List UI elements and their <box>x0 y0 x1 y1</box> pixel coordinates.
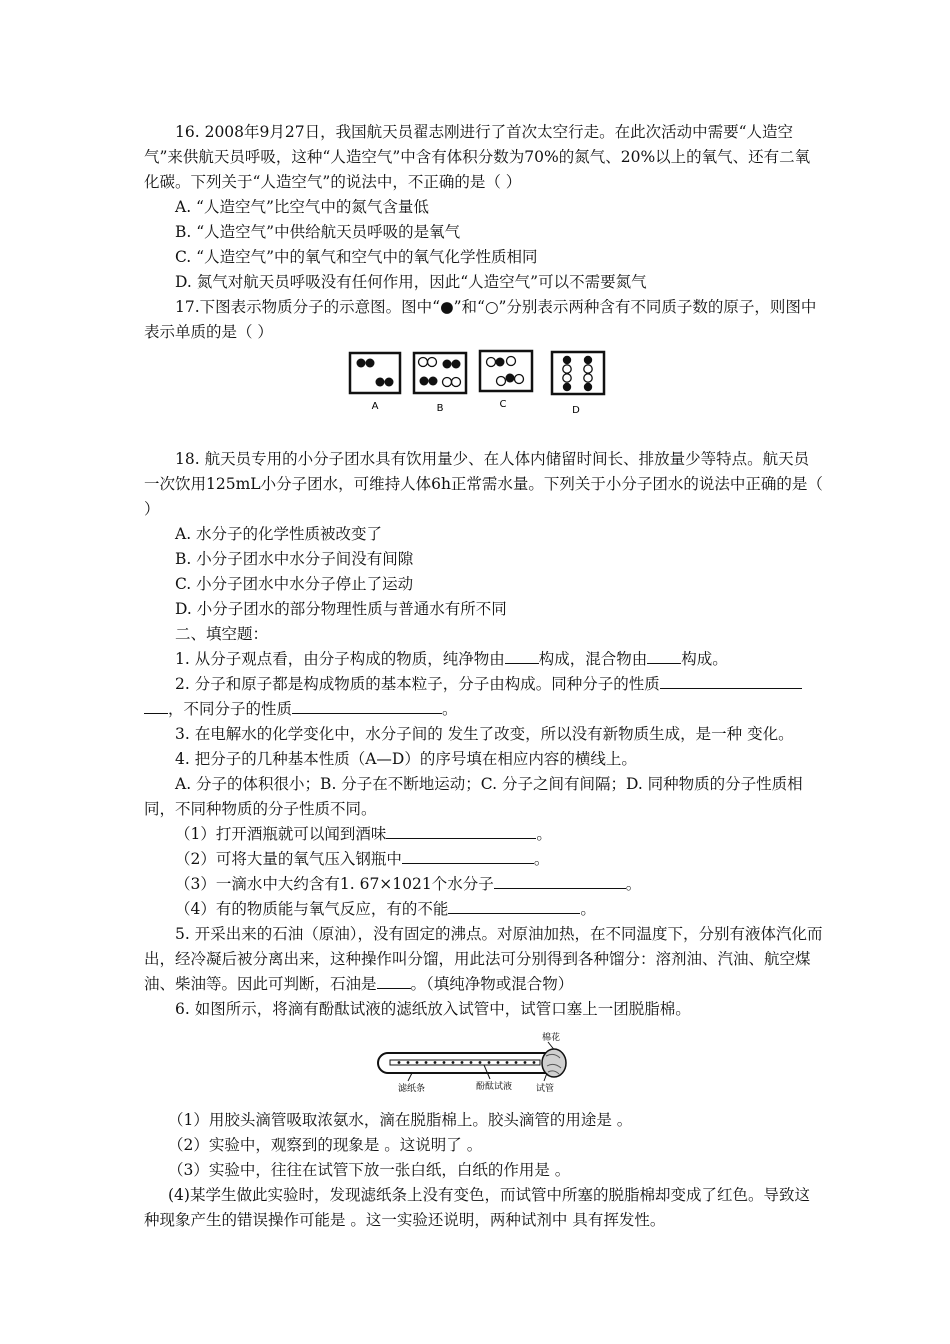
blank <box>647 647 681 664</box>
blank <box>660 672 802 689</box>
box-c <box>480 351 532 391</box>
q18-option-b: B. 小分子团水中水分子间没有间隙 <box>175 550 414 568</box>
label-phenolphthalein: 酚酞试液 <box>476 1082 513 1092</box>
fill-6-stem: 6. 如图所示，将滴有酚酞试液的滤纸放入试管中，试管口塞上一团脱脂棉。 <box>175 1000 691 1018</box>
test-tube-diagram <box>144 1030 824 1096</box>
label-cotton: 棉花 <box>542 1033 561 1043</box>
q17-stem: 17.下图表示物质分子的示意图。图中“●”和“○”分别表示两种含有不同质子数的原子，则图中表示单质的是（ ） <box>144 298 817 341</box>
label-b: B <box>436 403 444 414</box>
box-b <box>414 353 466 393</box>
q18-option-a: A. 水分子的化学性质被改变了 <box>175 525 383 543</box>
q16-option-d: D. 氮气对航天员呼吸没有任何作用，因此“人造空气”可以不需要氮气 <box>175 273 647 291</box>
fill-3: 3. 在电解水的化学变化中，水分子间的 发生了改变，所以没有新物质生成，是一种 变化。 <box>175 725 794 743</box>
blank <box>505 647 539 664</box>
worksheet <box>144 120 824 1233</box>
blank <box>494 872 626 889</box>
fill-2: 2. 分子和原子都是构成物质的基本粒子，分子由构成。同种分子的性质，不同分子的性质 。 <box>144 672 824 722</box>
molecule-diagram <box>144 349 824 441</box>
label-test-tube: 试管 <box>536 1084 555 1094</box>
label-d: D <box>572 405 580 416</box>
fill-5: 5. 开采出来的石油（原油），没有固定的沸点。对原油加热，在不同温度下，分别有液体汽化而出，经冷凝后被分离出来，这种操作叫分馏，用此法可分别得到各种馏分：溶剂油、汽油、航空煤油、柴油等。因此可判断，石油是 。（填纯净物或混合物） <box>144 925 823 993</box>
q18-stem: 18. 航天员专用的小分子团水具有饮用量少、在人体内储留时间长、排放量少等特点。航天员一次饮用125mL小分子团水，可维持人体6h正常需水量。下列关于小分子团水的说法中正确的是（ ） <box>144 450 823 518</box>
q16-option-a: A. “人造空气”比空气中的氮气含量低 <box>175 198 429 216</box>
blank <box>377 972 411 989</box>
fill-6-item-2: （2）实验中，观察到的现象是 。这说明了 。 <box>168 1136 483 1154</box>
fill-6-item-1: （1）用胶头滴管吸取浓氨水，滴在脱脂棉上。胶头滴管的用途是 。 <box>168 1111 633 1129</box>
q16-stem: 16. 2008年9月27日，我国航天员翟志刚进行了首次太空行走。在此次活动中需要“人造空气”来供航天员呼吸，这种“人造空气”中含有体积分数为70%的氮气、20%以上的氧气、还有二氧化碳。下列关于“人造空气”的说法中，不正确的是（ ） <box>144 123 811 191</box>
blank <box>402 847 534 864</box>
q16-option-c: C. “人造空气”中的氧气和空气中的氧气化学性质相同 <box>175 248 538 266</box>
fill-4-item-3: （3）一滴水中大约含有1. 67×1021个水分子 。 <box>144 872 824 897</box>
fill-4-stem: 4. 把分子的几种基本性质（A—D）的序号填在相应内容的横线上。 <box>175 750 637 768</box>
blank <box>292 697 442 714</box>
blank <box>386 822 536 839</box>
fill-6-item-4: (4)某学生做此实验时，发现滤纸条上没有变色，而试管中所塞的脱脂棉却变成了红色。导致这种现象产生的错误操作可能是 。这一实验还说明，两种试剂中 具有挥发性。 <box>144 1186 810 1229</box>
box-a <box>350 353 400 393</box>
label-c: C <box>499 399 507 410</box>
box-d <box>552 352 604 394</box>
blank <box>448 897 580 914</box>
fill-4-item-1: （1）打开酒瓶就可以闻到酒味 。 <box>144 822 824 847</box>
fill-4-item-2: （2）可将大量的氧气压入钢瓶中 。 <box>144 847 824 872</box>
section-heading: 二、填空题： <box>175 625 269 643</box>
blank <box>144 697 168 714</box>
fill-4-options: A. 分子的体积很小；B. 分子在不断地运动；C. 分子之间有间隔；D. 同种物质的分子性质相同，不同种物质的分子性质不同。 <box>144 775 803 818</box>
fill-6-item-3: （3）实验中，往往在试管下放一张白纸，白纸的作用是 。 <box>168 1161 571 1179</box>
fill-1: 1. 从分子观点看，由分子构成的物质，纯净物由 构成，混合物由 构成。 <box>144 647 824 672</box>
q18-option-d: D. 小分子团水的部分物理性质与普通水有所不同 <box>175 600 507 618</box>
fill-4-item-4: （4）有的物质能与氧气反应，有的不能 。 <box>144 897 824 922</box>
q18-option-c: C. 小分子团水中水分子停止了运动 <box>175 575 414 593</box>
label-a: A <box>371 401 379 412</box>
label-filter-paper: 滤纸条 <box>398 1084 426 1094</box>
q16-option-b: B. “人造空气”中供给航天员呼吸的是氧气 <box>175 223 461 241</box>
